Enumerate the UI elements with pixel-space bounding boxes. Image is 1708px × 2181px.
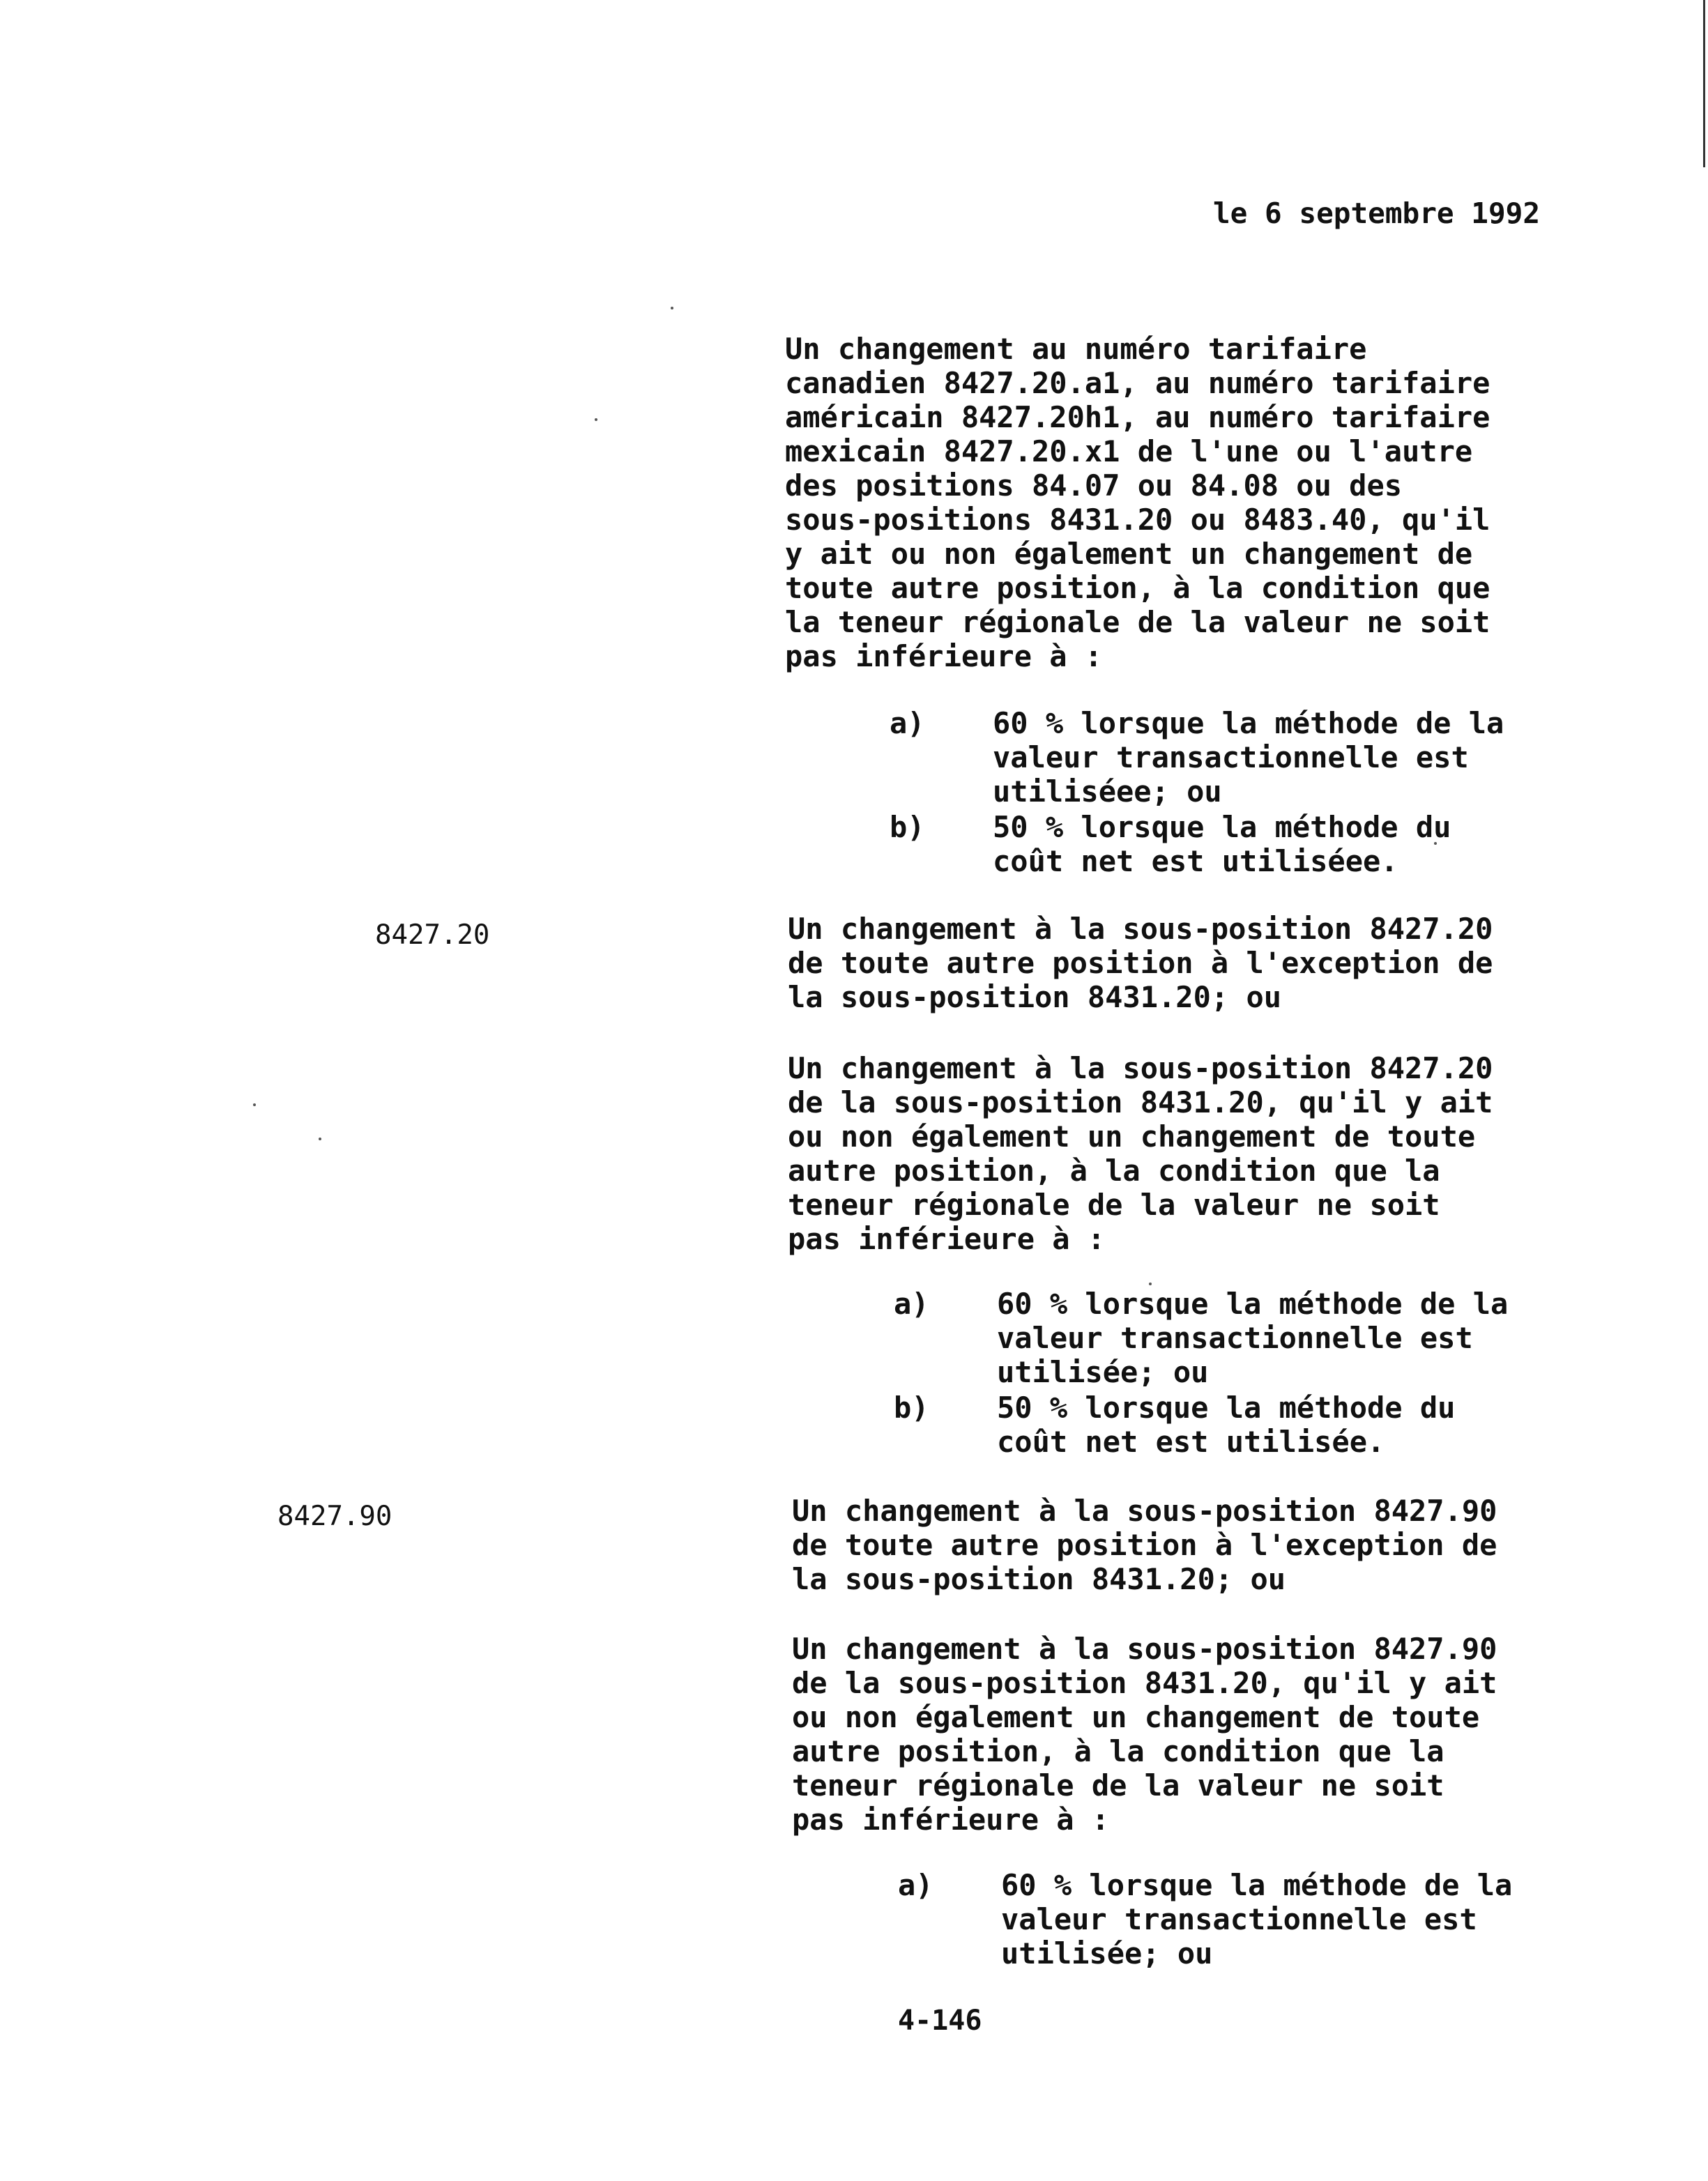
item-text: 50 % lorsque la méthode du coût net est utiliséee. <box>993 810 1451 878</box>
item-text: 60 % lorsque la méthode de la valeur transactionnelle est utilisée; ou <box>1001 1868 1513 1970</box>
scan-edge-line <box>1703 0 1705 167</box>
scan-speck <box>319 1138 321 1140</box>
rule-paragraph: Un changement au numéro tarifaire canadien 8427.20.a1, au numéro tarifaire américain 8427.20h1, au numéro tarifaire mexicain 8427.20.x1 de l'une ou l'autre des positions 84.07 ou 84.08 ou des sous-positions 8431.20 ou 8483.40, qu'il y ait ou non également un changement de toute autre position, à la condition que la teneur régionale de la valeur ne soit pas inférieure à : <box>785 332 1490 673</box>
scan-speck <box>1149 1283 1152 1285</box>
item-label: a) <box>894 1287 929 1321</box>
document-date: le 6 septembre 1992 <box>1213 197 1540 230</box>
item-label: b) <box>890 810 925 844</box>
page-number: 4-146 <box>898 2005 982 2037</box>
scan-speck <box>671 307 673 309</box>
item-label: b) <box>894 1391 929 1425</box>
rule-paragraph: Un changement à la sous-position 8427.20 de la sous-position 8431.20, qu'il y ait ou non également un changement de toute autre position, à la condition que la teneur régionale de la valeur ne soit pas inférieure à : <box>788 1051 1493 1256</box>
condition-item <box>898 1868 1513 2005</box>
tariff-code: 8427.90 <box>277 1501 392 1532</box>
item-text: 50 % lorsque la méthode du coût net est utilisée. <box>997 1391 1456 1459</box>
rule-paragraph: Un changement à la sous-position 8427.90 de toute autre position à l'exception de la sous-position 8431.20; ou <box>792 1494 1497 1596</box>
tariff-code: 8427.20 <box>375 919 490 951</box>
item-label: a) <box>890 706 925 740</box>
item-text: 60 % lorsque la méthode de la valeur transactionnelle est utiliséee; ou <box>993 706 1504 809</box>
scan-speck <box>595 418 597 421</box>
scan-speck <box>253 1103 256 1106</box>
rule-paragraph: Un changement à la sous-position 8427.90 de la sous-position 8431.20, qu'il y ait ou non également un changement de toute autre position, à la condition que la teneur régionale de la valeur ne soit pas inférieure à : <box>792 1632 1497 1837</box>
item-label: a) <box>898 1868 933 1902</box>
rule-paragraph: Un changement à la sous-position 8427.20 de toute autre position à l'exception de la sous-position 8431.20; ou <box>788 912 1493 1014</box>
item-text: 60 % lorsque la méthode de la valeur transactionnelle est utilisée; ou <box>997 1287 1509 1389</box>
